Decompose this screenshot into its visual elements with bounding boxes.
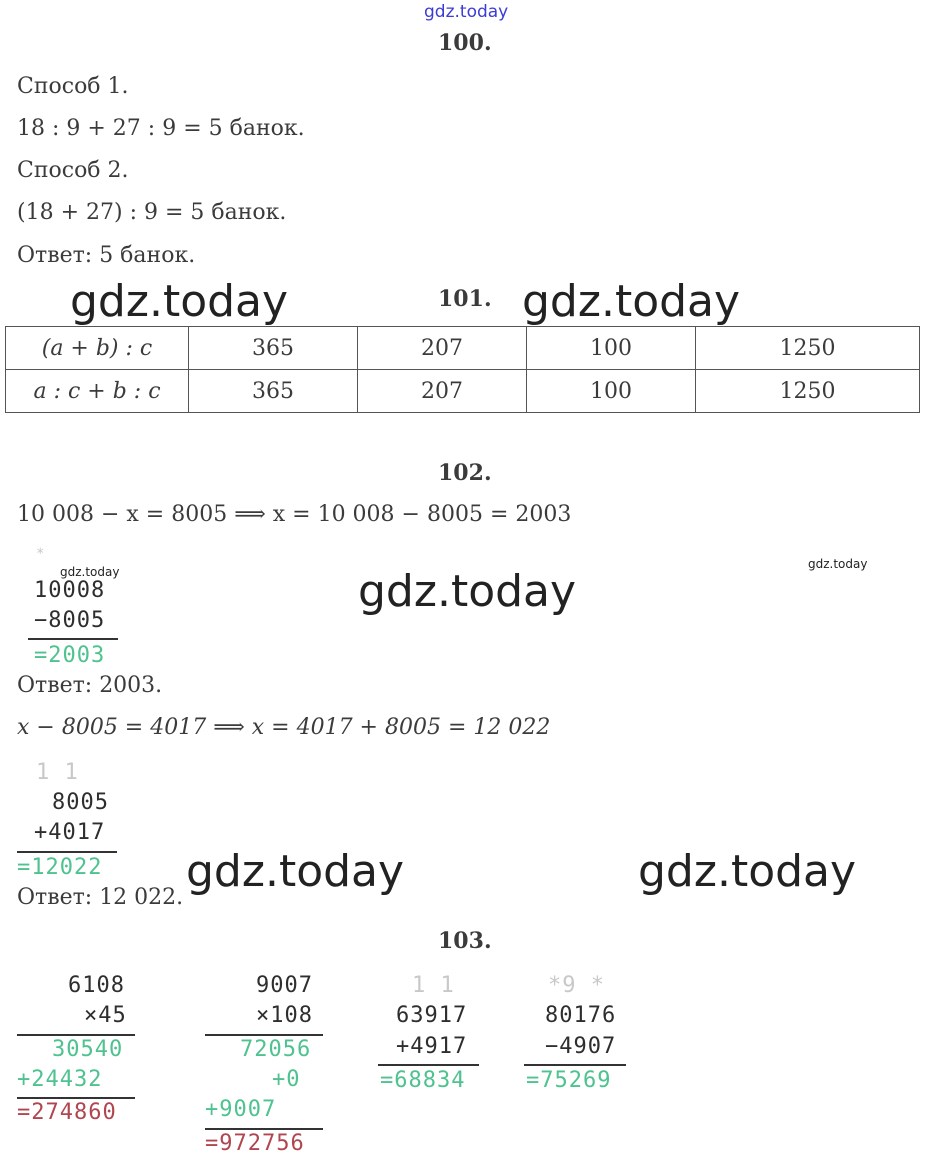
watermark-big: gdz.today — [186, 846, 405, 897]
mult1-partial-2: +24432 — [17, 1067, 103, 1092]
table-cell: 207 — [357, 370, 526, 413]
heading-number: 101 — [438, 286, 484, 312]
method-1-label: Способ 1. — [17, 74, 129, 99]
calc2-result: =12022 — [17, 855, 103, 880]
sub-rule — [524, 1064, 626, 1066]
calc2-addend-1: 8005 — [52, 790, 109, 815]
equation-2: x − 8005 = 4017 ⟹ x = 4017 + 8005 = 12 022 — [17, 715, 551, 740]
answer-102-2: Ответ: 12 022. — [17, 885, 184, 910]
mult1-partial-1: 30540 — [52, 1037, 124, 1062]
mult2-multiplier: ×108 — [256, 1003, 313, 1028]
add-addend-1: 63917 — [396, 1003, 468, 1028]
watermark-small: gdz.today — [808, 557, 868, 571]
table-cell: 365 — [189, 370, 358, 413]
calc1-result: =2003 — [34, 643, 106, 668]
heading-number: 102 — [438, 460, 484, 486]
calc2-carry: 1 1 — [36, 760, 79, 785]
problem-101-heading: 101. — [438, 286, 492, 312]
table-cell: 100 — [526, 327, 695, 370]
mult1-result: =274860 — [17, 1100, 117, 1125]
problem-102-heading: 102. — [438, 460, 492, 486]
mult2-result: =972756 — [205, 1131, 305, 1156]
answer-100: Ответ: 5 банок. — [17, 243, 196, 268]
table-cell: 1250 — [695, 370, 919, 413]
table-cell: 365 — [189, 327, 358, 370]
mult1-rule-1 — [17, 1034, 135, 1036]
table-101 — [5, 326, 920, 413]
add-addend-2: +4917 — [396, 1034, 468, 1059]
sub-result: =75269 — [526, 1068, 612, 1093]
method-2-label: Способ 2. — [17, 158, 129, 183]
mult2-rule-1 — [205, 1034, 323, 1036]
table-row — [6, 327, 920, 370]
sub-carry: *9 * — [548, 973, 605, 998]
watermark-big: gdz.today — [638, 846, 857, 897]
mult2-partial-3: +9007 — [205, 1097, 277, 1122]
heading-number: 100 — [438, 30, 484, 56]
add-result: =68834 — [380, 1068, 466, 1093]
watermark-big: gdz.today — [522, 276, 741, 327]
method-2-expression: (18 + 27) : 9 = 5 банок. — [17, 200, 287, 225]
calc1-rule — [28, 638, 118, 640]
mult1-multiplicand: 6108 — [68, 973, 125, 998]
table-cell: 100 — [526, 370, 695, 413]
table-cell: 207 — [357, 327, 526, 370]
mult1-rule-2 — [17, 1097, 135, 1099]
table-cell-label: (a + b) : c — [6, 327, 189, 370]
add-carry: 1 1 — [412, 973, 455, 998]
table-cell-label: a : c + b : c — [6, 370, 189, 413]
watermark-big: gdz.today — [70, 276, 289, 327]
mult2-partial-2: +0 — [272, 1067, 301, 1092]
calc2-rule — [17, 851, 117, 853]
sub-subtrahend: −4907 — [545, 1034, 617, 1059]
mult1-multiplier: ×45 — [84, 1003, 127, 1028]
mult2-rule-2 — [205, 1128, 323, 1130]
answer-102-1: Ответ: 2003. — [17, 673, 163, 698]
problem-103-heading: 103. — [438, 928, 492, 954]
method-1-expression: 18 : 9 + 27 : 9 = 5 банок. — [17, 116, 305, 141]
mult2-partial-1: 72056 — [240, 1037, 312, 1062]
calc1-carry: * — [36, 546, 46, 562]
table-cell: 1250 — [695, 327, 919, 370]
table-row — [6, 370, 920, 413]
watermark-big: gdz.today — [358, 566, 577, 617]
equation-1: 10 008 − x = 8005 ⟹ x = 10 008 − 8005 = 2003 — [17, 502, 572, 527]
calc1-subtrahend: −8005 — [34, 608, 106, 633]
calc2-addend-2: +4017 — [34, 820, 106, 845]
problem-100-heading: 100. — [438, 30, 492, 56]
watermark-small: gdz.today — [60, 565, 120, 579]
heading-number: 103 — [438, 928, 484, 954]
add-rule — [378, 1064, 479, 1066]
calc1-minuend: 10008 — [34, 578, 106, 603]
mult2-multiplicand: 9007 — [256, 973, 313, 998]
sub-minuend: 80176 — [545, 1003, 617, 1028]
top-watermark: gdz.today — [424, 2, 509, 22]
